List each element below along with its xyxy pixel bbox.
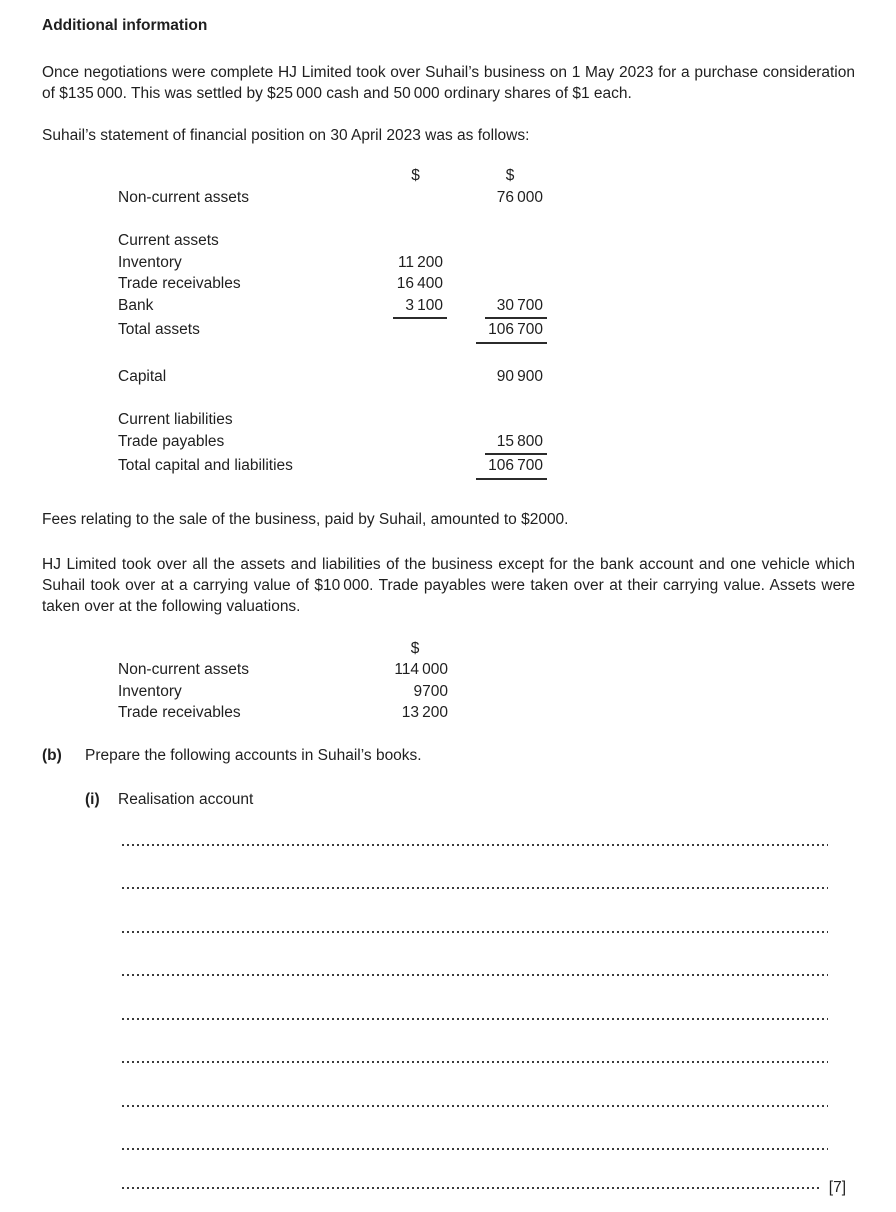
question-part-b-i xyxy=(85,789,855,810)
answer-area xyxy=(122,844,846,1198)
row-amount-col2 xyxy=(443,273,543,295)
valuations-header-label-cell xyxy=(118,638,358,660)
row-amount: 114 000 xyxy=(394,661,448,678)
row-label: Current assets xyxy=(118,232,219,249)
underlined-amount: 15 800 xyxy=(485,431,547,456)
sofp-row-current-assets xyxy=(42,230,855,252)
paragraph-takeover: HJ Limited took over all the assets and liabilities of the business except for the bank account and one vehicle which Suhail took over at a carrying value of $10 000. Trade payables were taken over at their carrying value. Assets were taken over at the following valuations. xyxy=(42,555,855,615)
row-amount-col1 xyxy=(358,409,443,431)
sofp-row-trade-payables xyxy=(42,431,855,456)
underlined-amount: 106 700 xyxy=(476,319,547,344)
question-b-text: Prepare the following accounts in Suhail’s books. xyxy=(85,746,422,764)
row-amount-col2: 90 900 xyxy=(496,367,543,385)
sofp-row-capital xyxy=(42,366,855,388)
row-amount-col1 xyxy=(358,366,443,388)
underlined-amount: 30 700 xyxy=(485,295,547,320)
row-amount-col1 xyxy=(358,431,443,456)
valuations-header-row xyxy=(42,638,855,660)
paragraph-fees: Fees relating to the sale of the business, paid by Suhail, amounted to $2000. xyxy=(42,510,569,528)
row-amount-col2 xyxy=(443,230,543,252)
row-label: Trade payables xyxy=(118,432,225,450)
row-amount-col1: 11 200 xyxy=(397,253,443,271)
sofp-row-inventory xyxy=(42,252,855,274)
row-label: Capital xyxy=(118,367,167,385)
row-label: Inventory xyxy=(118,682,182,700)
row-amount-col2: 76 000 xyxy=(496,188,543,206)
row-amount-col1 xyxy=(358,455,443,480)
sofp-row-current-liabilities xyxy=(42,409,855,431)
answer-line xyxy=(122,1018,828,1020)
sofp-header-row xyxy=(42,165,855,187)
row-amount-col2 xyxy=(443,295,543,320)
row-amount-col1 xyxy=(358,295,443,320)
table-spacer xyxy=(42,387,855,409)
statement-of-financial-position xyxy=(42,165,855,480)
table-spacer xyxy=(42,208,855,230)
question-b-i-text: Realisation account xyxy=(118,790,254,808)
underlined-amount: 3 100 xyxy=(393,295,447,320)
sofp-row-total-assets xyxy=(42,319,855,344)
row-amount-col1 xyxy=(358,230,443,252)
row-label: Total assets xyxy=(118,321,200,338)
answer-line xyxy=(122,887,828,889)
valuations-row-trade-receivables xyxy=(42,702,855,724)
valuations-table xyxy=(42,638,855,724)
row-amount-col1 xyxy=(358,319,443,344)
answer-line-with-mark xyxy=(122,1179,846,1197)
question-b-i-marker: (i) xyxy=(85,790,100,808)
answer-line xyxy=(122,931,828,933)
question-part-b xyxy=(42,745,855,766)
question-b-marker: (b) xyxy=(42,746,62,764)
answer-line xyxy=(122,1187,820,1189)
row-label: Bank xyxy=(118,296,154,314)
section-heading: Additional information xyxy=(42,17,208,34)
row-label: Trade receivables xyxy=(118,704,241,721)
row-label: Non-current assets xyxy=(118,188,249,206)
sofp-col2-header: $ xyxy=(505,167,515,184)
row-amount-col1: 16 400 xyxy=(396,275,443,292)
row-amount: 13 200 xyxy=(401,704,448,721)
answer-line xyxy=(122,974,828,976)
row-label: Non-current assets xyxy=(118,661,249,678)
paragraph-intro: Once negotiations were complete HJ Limited took over Suhail’s business on 1 May 2023 for a purchase consideration of $135 000. This was settled by $25 000 cash and 50 000 ordinary shares of $1 each. xyxy=(42,64,855,102)
sofp-col1-header: $ xyxy=(411,167,420,184)
sofp-row-total-capital-liabilities xyxy=(42,455,855,480)
marks-badge: [7] xyxy=(828,1179,846,1196)
row-amount-col2 xyxy=(443,319,543,344)
row-amount-col1 xyxy=(358,187,443,209)
row-amount-col2 xyxy=(443,252,543,274)
valuations-col-header: $ xyxy=(410,639,420,657)
answer-line xyxy=(122,1105,828,1107)
underlined-amount: 106 700 xyxy=(476,455,547,480)
sofp-row-bank xyxy=(42,295,855,320)
sofp-header-label-cell xyxy=(118,165,358,187)
answer-line xyxy=(122,844,828,846)
paragraph-sofp-intro: Suhail’s statement of financial position on 30 April 2023 was as follows: xyxy=(42,127,530,144)
valuations-row-inventory xyxy=(42,681,855,703)
row-amount-col2 xyxy=(443,431,543,456)
row-amount-col2 xyxy=(443,455,543,480)
row-amount-col2 xyxy=(443,409,543,431)
sofp-row-non-current-assets xyxy=(42,187,855,209)
table-spacer xyxy=(42,344,855,366)
sofp-row-trade-receivables xyxy=(42,273,855,295)
row-label: Total capital and liabilities xyxy=(118,457,293,474)
row-label: Current liabilities xyxy=(118,411,233,428)
answer-line xyxy=(122,1061,828,1063)
row-label: Trade receivables xyxy=(118,275,241,292)
valuations-row-non-current-assets xyxy=(42,659,855,681)
row-amount: 9700 xyxy=(413,682,448,700)
answer-line xyxy=(122,1148,828,1150)
row-label: Inventory xyxy=(118,253,182,271)
